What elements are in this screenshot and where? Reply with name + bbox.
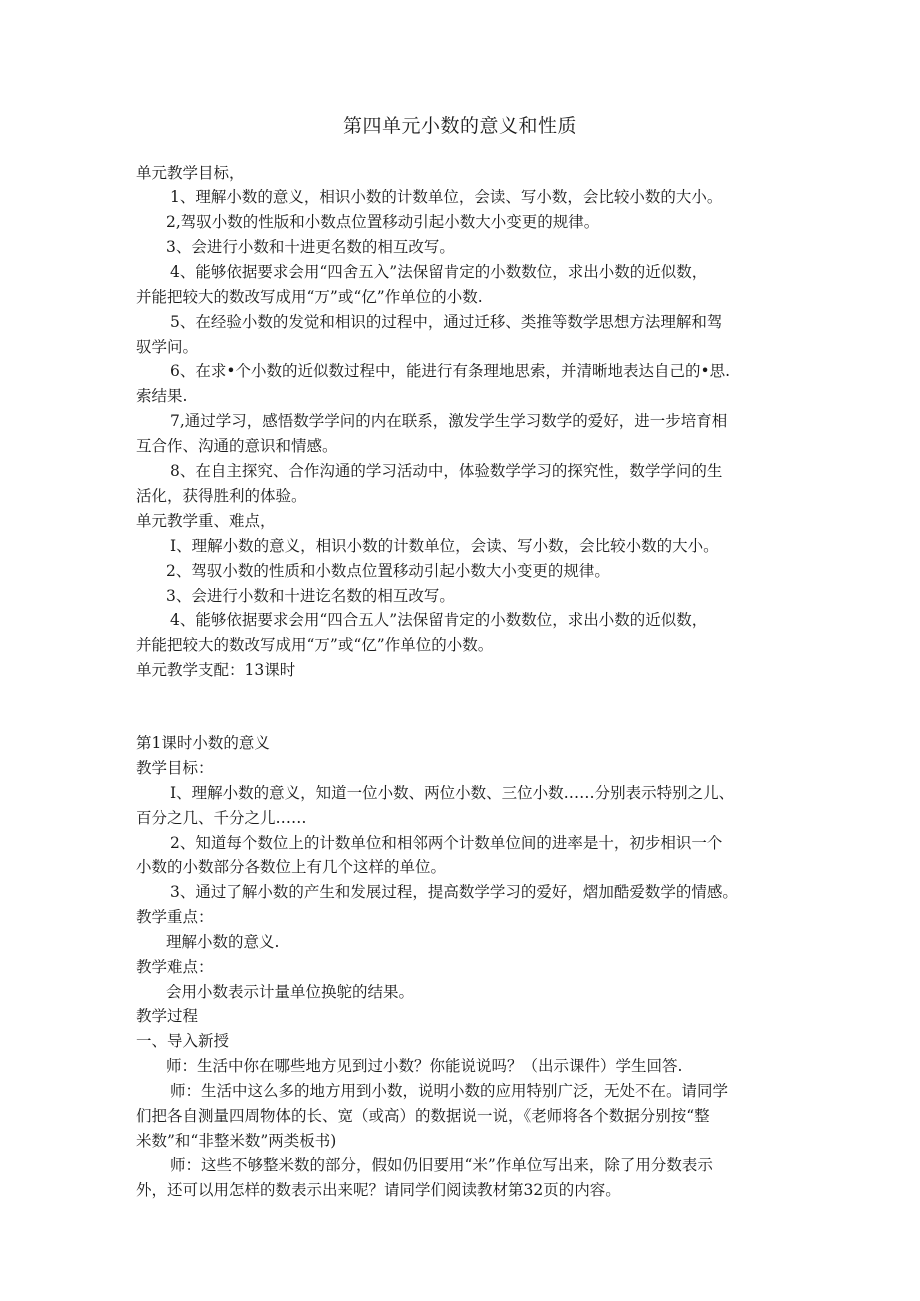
lesson-goal-line: 小数的小数部分各数位上有几个这样的单位。 bbox=[136, 858, 447, 876]
key-point-line: 并能把较大的数改写成用“万”或“亿”作单位的小数。 bbox=[136, 636, 494, 654]
key-point-line: 4、能够依据要求会用“四合五人”法保留肯定的小数数位，求出小数的近似数， bbox=[170, 611, 708, 629]
process-line: 外，还可以用怎样的数表示出来呢？请同学们阅读教材第32页的内容。 bbox=[136, 1181, 621, 1199]
objective-line: 活化，获得胜利的体验。 bbox=[136, 487, 307, 505]
lesson-goal-line: 百分之几、千分之儿…… bbox=[136, 809, 307, 827]
key-point-line: 2、驾驭小数的性质和小数点位置移动引起小数大小变更的规律。 bbox=[166, 562, 610, 580]
objective-line: 5、在经验小数的发觉和相识的过程中，通过迁移、类推等数学思想方法理解和驾 bbox=[170, 313, 723, 331]
lesson-goal-line: I、理解小数的意义，知道一位小数、两位小数、三位小数……分别表示特别之儿、 bbox=[170, 784, 735, 802]
objectives-heading: 单元教学目标， bbox=[136, 164, 245, 182]
difficulty-text: 会用小数表示计量单位换鸵的结果。 bbox=[166, 983, 415, 1001]
lesson-goals-heading: 教学目标： bbox=[136, 759, 214, 777]
key-points-heading: 单元教学重、难点， bbox=[136, 512, 276, 530]
objective-line: 1、理解小数的意义，相识小数的计数单位，会读、写小数，会比较小数的大小。 bbox=[170, 188, 723, 206]
process-line: 师：这些不够整米数的部分，假如仍旧要用“米”作单位写出来，除了用分数表示 bbox=[170, 1156, 713, 1174]
objective-line: 3、会进行小数和十进更名数的相互改写。 bbox=[166, 238, 455, 256]
difficulty-heading: 教学难点： bbox=[136, 958, 214, 976]
objective-line: 索结果. bbox=[136, 387, 188, 405]
objective-line: 2,驾驭小数的性版和小数点位置移动引起小数大小变更的规律。 bbox=[166, 213, 600, 231]
lesson-goal-line: 2、知道每个数位上的计数单位和相邻两个计数单位间的进率是十，初步相识一个 bbox=[170, 834, 723, 852]
process-heading: 教学过程 bbox=[136, 1007, 199, 1025]
schedule-line: 单元教学支配：13课时 bbox=[136, 661, 296, 679]
process-line: 师：生活中这么多的地方用到小数，说明小数的应用特别广泛，无处不在。请同学 bbox=[170, 1082, 729, 1100]
objective-line: 并能把较大的数改写成用“万”或“亿”作单位的小数. bbox=[136, 288, 483, 306]
lesson-title: 第1课时小数的意义 bbox=[136, 734, 270, 752]
objective-line: 8、在自主探究、合作沟通的学习活动中，体验数学学习的探究性，数学学问的生 bbox=[170, 462, 723, 480]
objective-line: 6、在求•个小数的近似数过程中，能进行有条理地思索，并清晰地表达自己的•思. bbox=[170, 362, 731, 380]
process-line: 米数”和“非整米数”两类板书) bbox=[136, 1132, 337, 1150]
objective-line: 互合作、沟通的意识和情感。 bbox=[136, 437, 338, 455]
key-point-line: 3、会进行小数和十进讫名数的相互改写。 bbox=[166, 587, 455, 605]
objective-line: 7,通过学习，感悟数学学问的内在联系，激发学生学习数学的爱好，进一步培育相 bbox=[170, 412, 728, 430]
document-title: 第四单元小数的意义和性质 bbox=[342, 115, 577, 137]
section-heading: 一、导入新授 bbox=[136, 1032, 230, 1050]
focus-text: 理解小数的意义. bbox=[166, 933, 280, 951]
process-line: 们把各自测量四周物体的长、宽（或高）的数据说一说，《老师将各个数据分别按“整 bbox=[136, 1107, 710, 1125]
objective-line: 驭学问。 bbox=[136, 338, 199, 356]
process-line: 师：生活中你在哪些地方见到过小数？你能说说吗？（出示课件）学生回答. bbox=[166, 1057, 683, 1075]
objective-line: 4、能够依据要求会用“四舍五入”法保留肯定的小数数位，求出小数的近似数， bbox=[170, 263, 708, 281]
focus-heading: 教学重点： bbox=[136, 908, 214, 926]
lesson-goal-line: 3、通过了解小数的产生和发展过程，提高数学学习的爱好，熠加酷爱数学的情感。 bbox=[170, 883, 738, 901]
key-point-line: I、理解小数的意义，相识小数的计数单位，会读、写小数，会比较小数的大小。 bbox=[170, 537, 719, 555]
